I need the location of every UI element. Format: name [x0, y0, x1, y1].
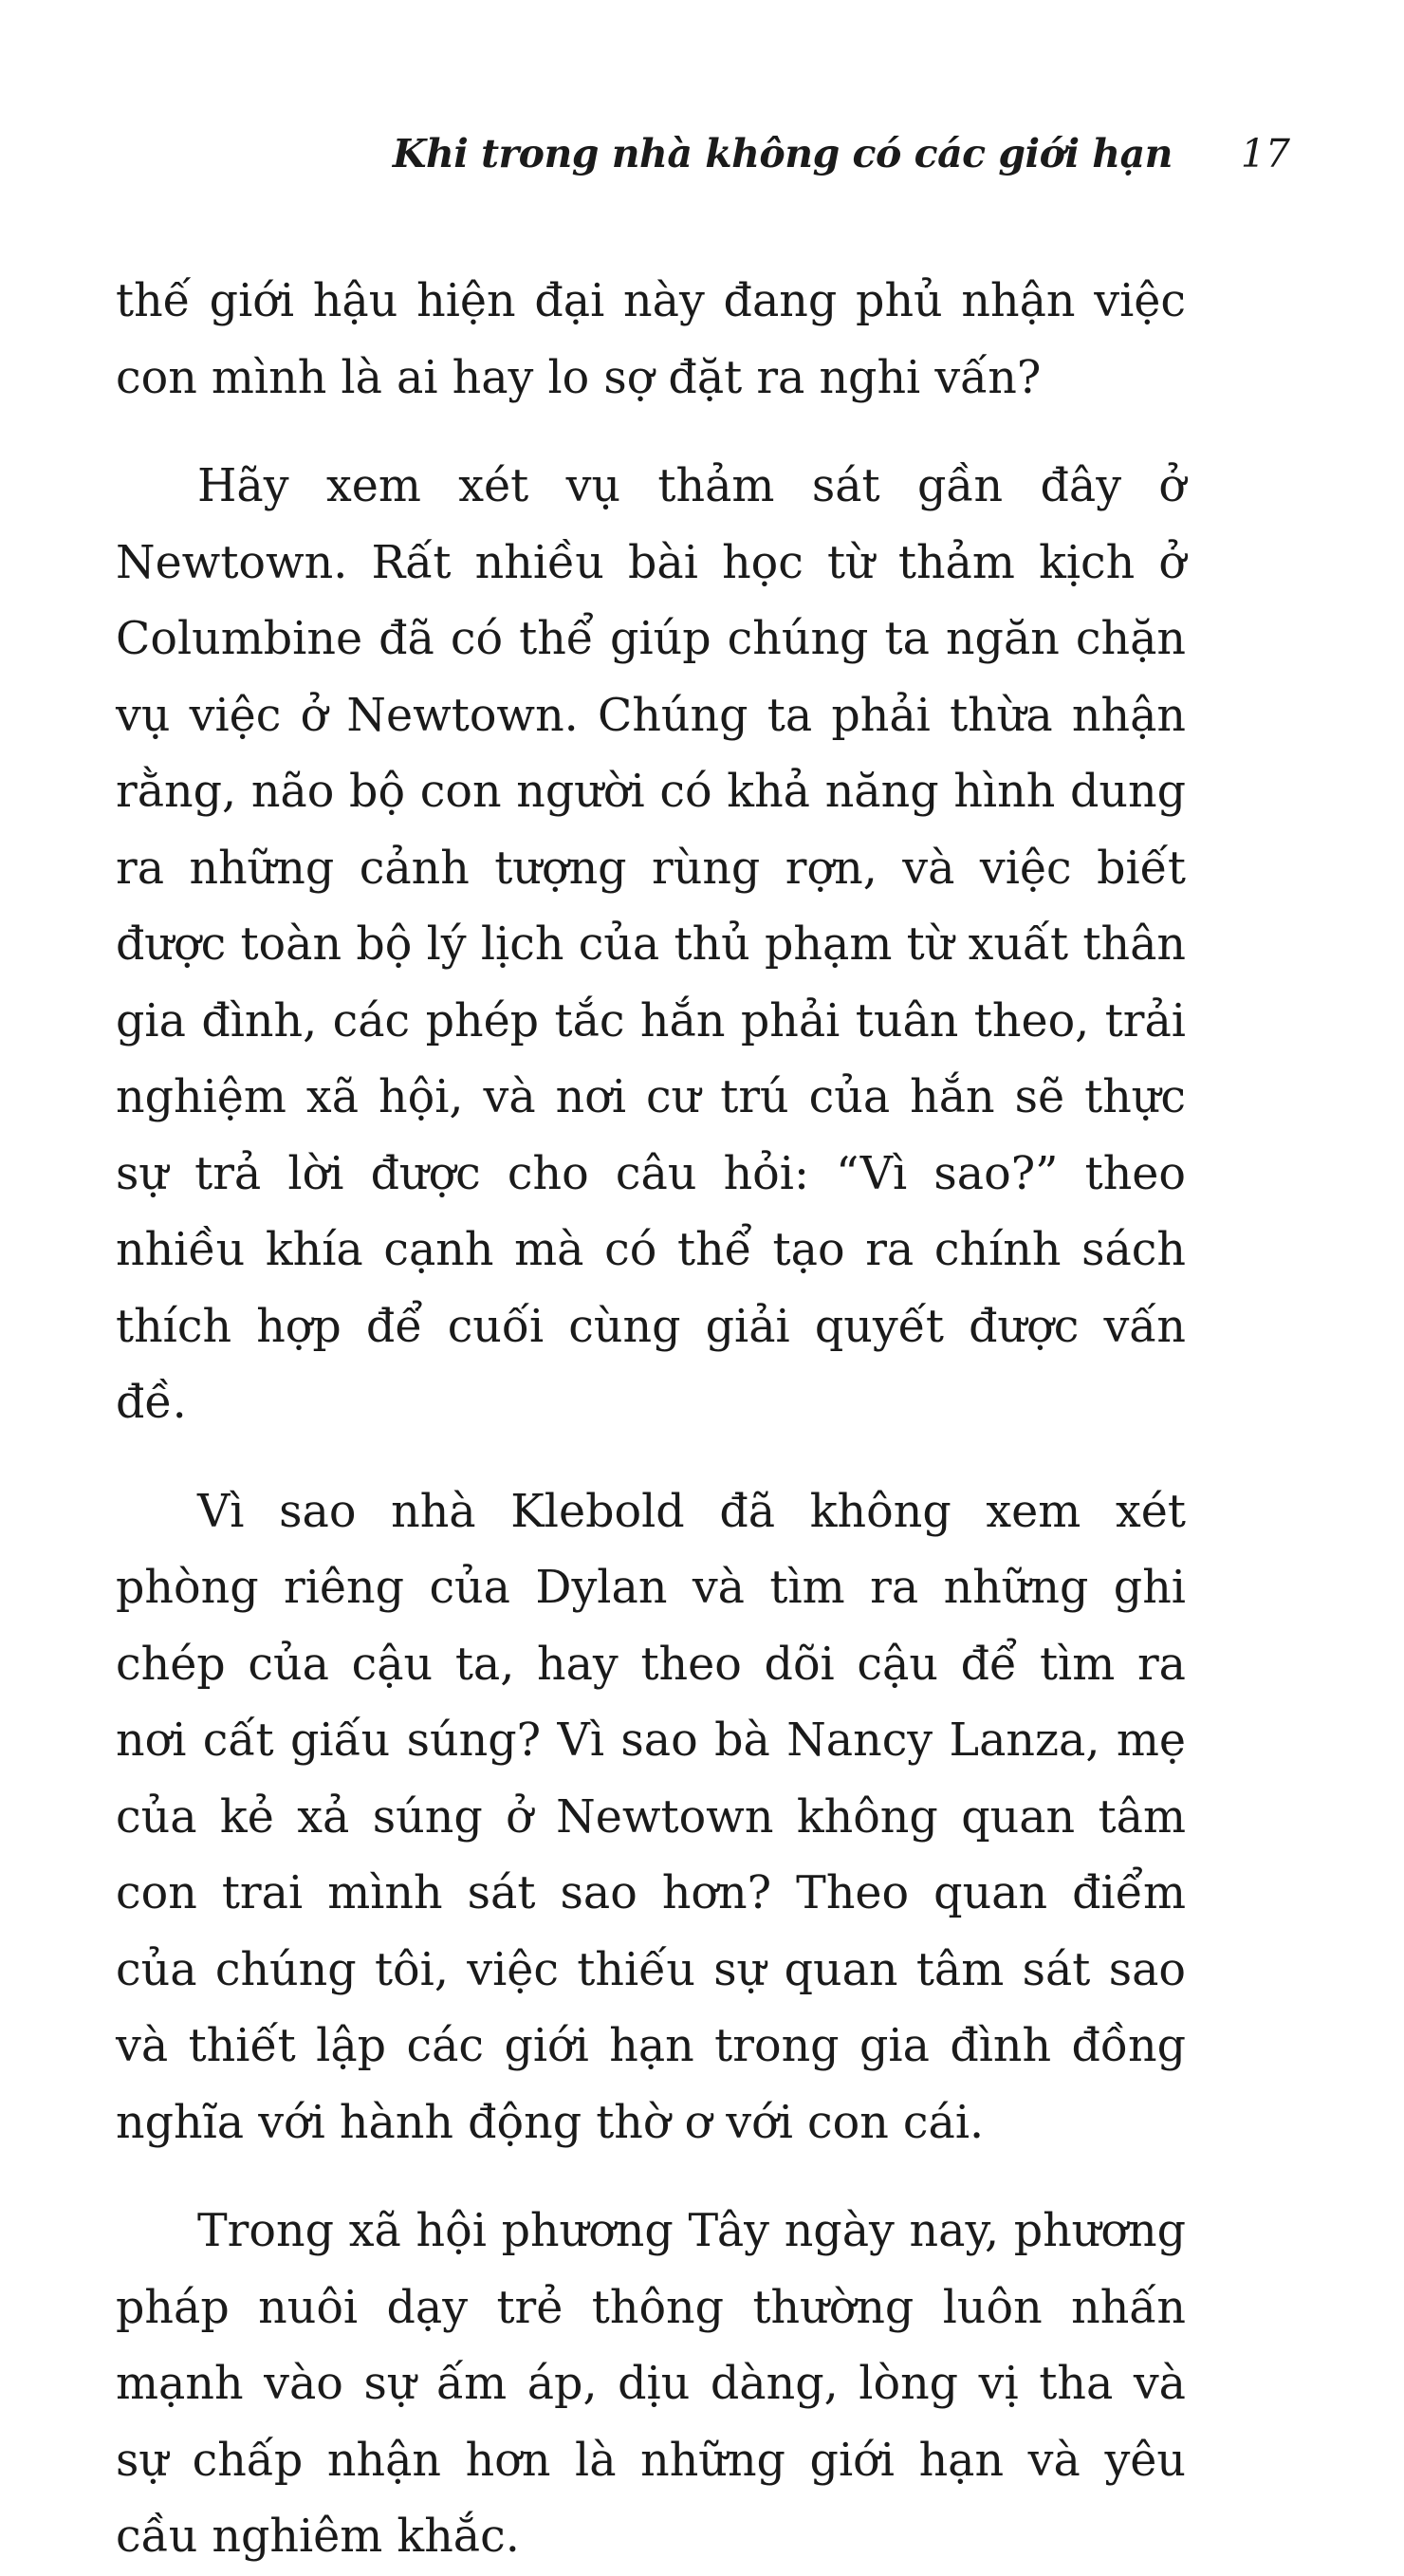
running-title: Khi trong nhà không có các giới hạn	[392, 131, 1173, 176]
page-number: 17	[1240, 131, 1290, 176]
page-header	[392, 125, 1290, 192]
paragraph: Trong xã hội phương Tây ngày nay, phương pháp nuôi dạy trẻ thông thường luôn nhấn mạnh vào sự ấm áp, dịu dàng, lòng vị tha và sự chấp nhận hơn là những giới hạn và yêu cầu nghiêm khắc.	[116, 2205, 1186, 2563]
paragraph: Hãy xem xét vụ thảm sát gần đây ở Newtown. Rất nhiều bài học từ thảm kịch ở Columbine đã có thể giúp chúng ta ngăn chặn vụ việc ở Newtown. Chúng ta phải thừa nhận rằng, não bộ con người có khả năng hình dung ra những cảnh tượng rùng rợn, và việc biết được toàn bộ lý lịch của thủ phạm từ xuất thân gia đình, các phép tắc hắn phải tuân theo, trải nghiệm xã hội, và nơi cư trú của hắn sẽ thực sự trả lời được cho câu hỏi: “Vì sao?” theo nhiều khía cạnh mà có thể tạo ra chính sách thích hợp để cuối cùng giải quyết được vấn đề.	[116, 460, 1186, 1429]
paragraph-continued: thế giới hậu hiện đại này đang phủ nhận việc con mình là ai hay lo sợ đặt ra nghi vấn?	[116, 275, 1186, 404]
paragraph: Vì sao nhà Klebold đã không xem xét phòng riêng của Dylan và tìm ra những ghi chép của cậu ta, hay theo dõi cậu để tìm ra nơi cất giấu súng? Vì sao bà Nancy Lanza, mẹ của kẻ xả súng ở Newtown không quan tâm con trai mình sát sao hơn? Theo quan điểm của chúng tôi, việc thiếu sự quan tâm sát sao và thiết lập các giới hạn trong gia đình đồng nghĩa với hành động thờ ơ với con cái.	[116, 1485, 1186, 2149]
body-text	[116, 264, 1186, 2576]
